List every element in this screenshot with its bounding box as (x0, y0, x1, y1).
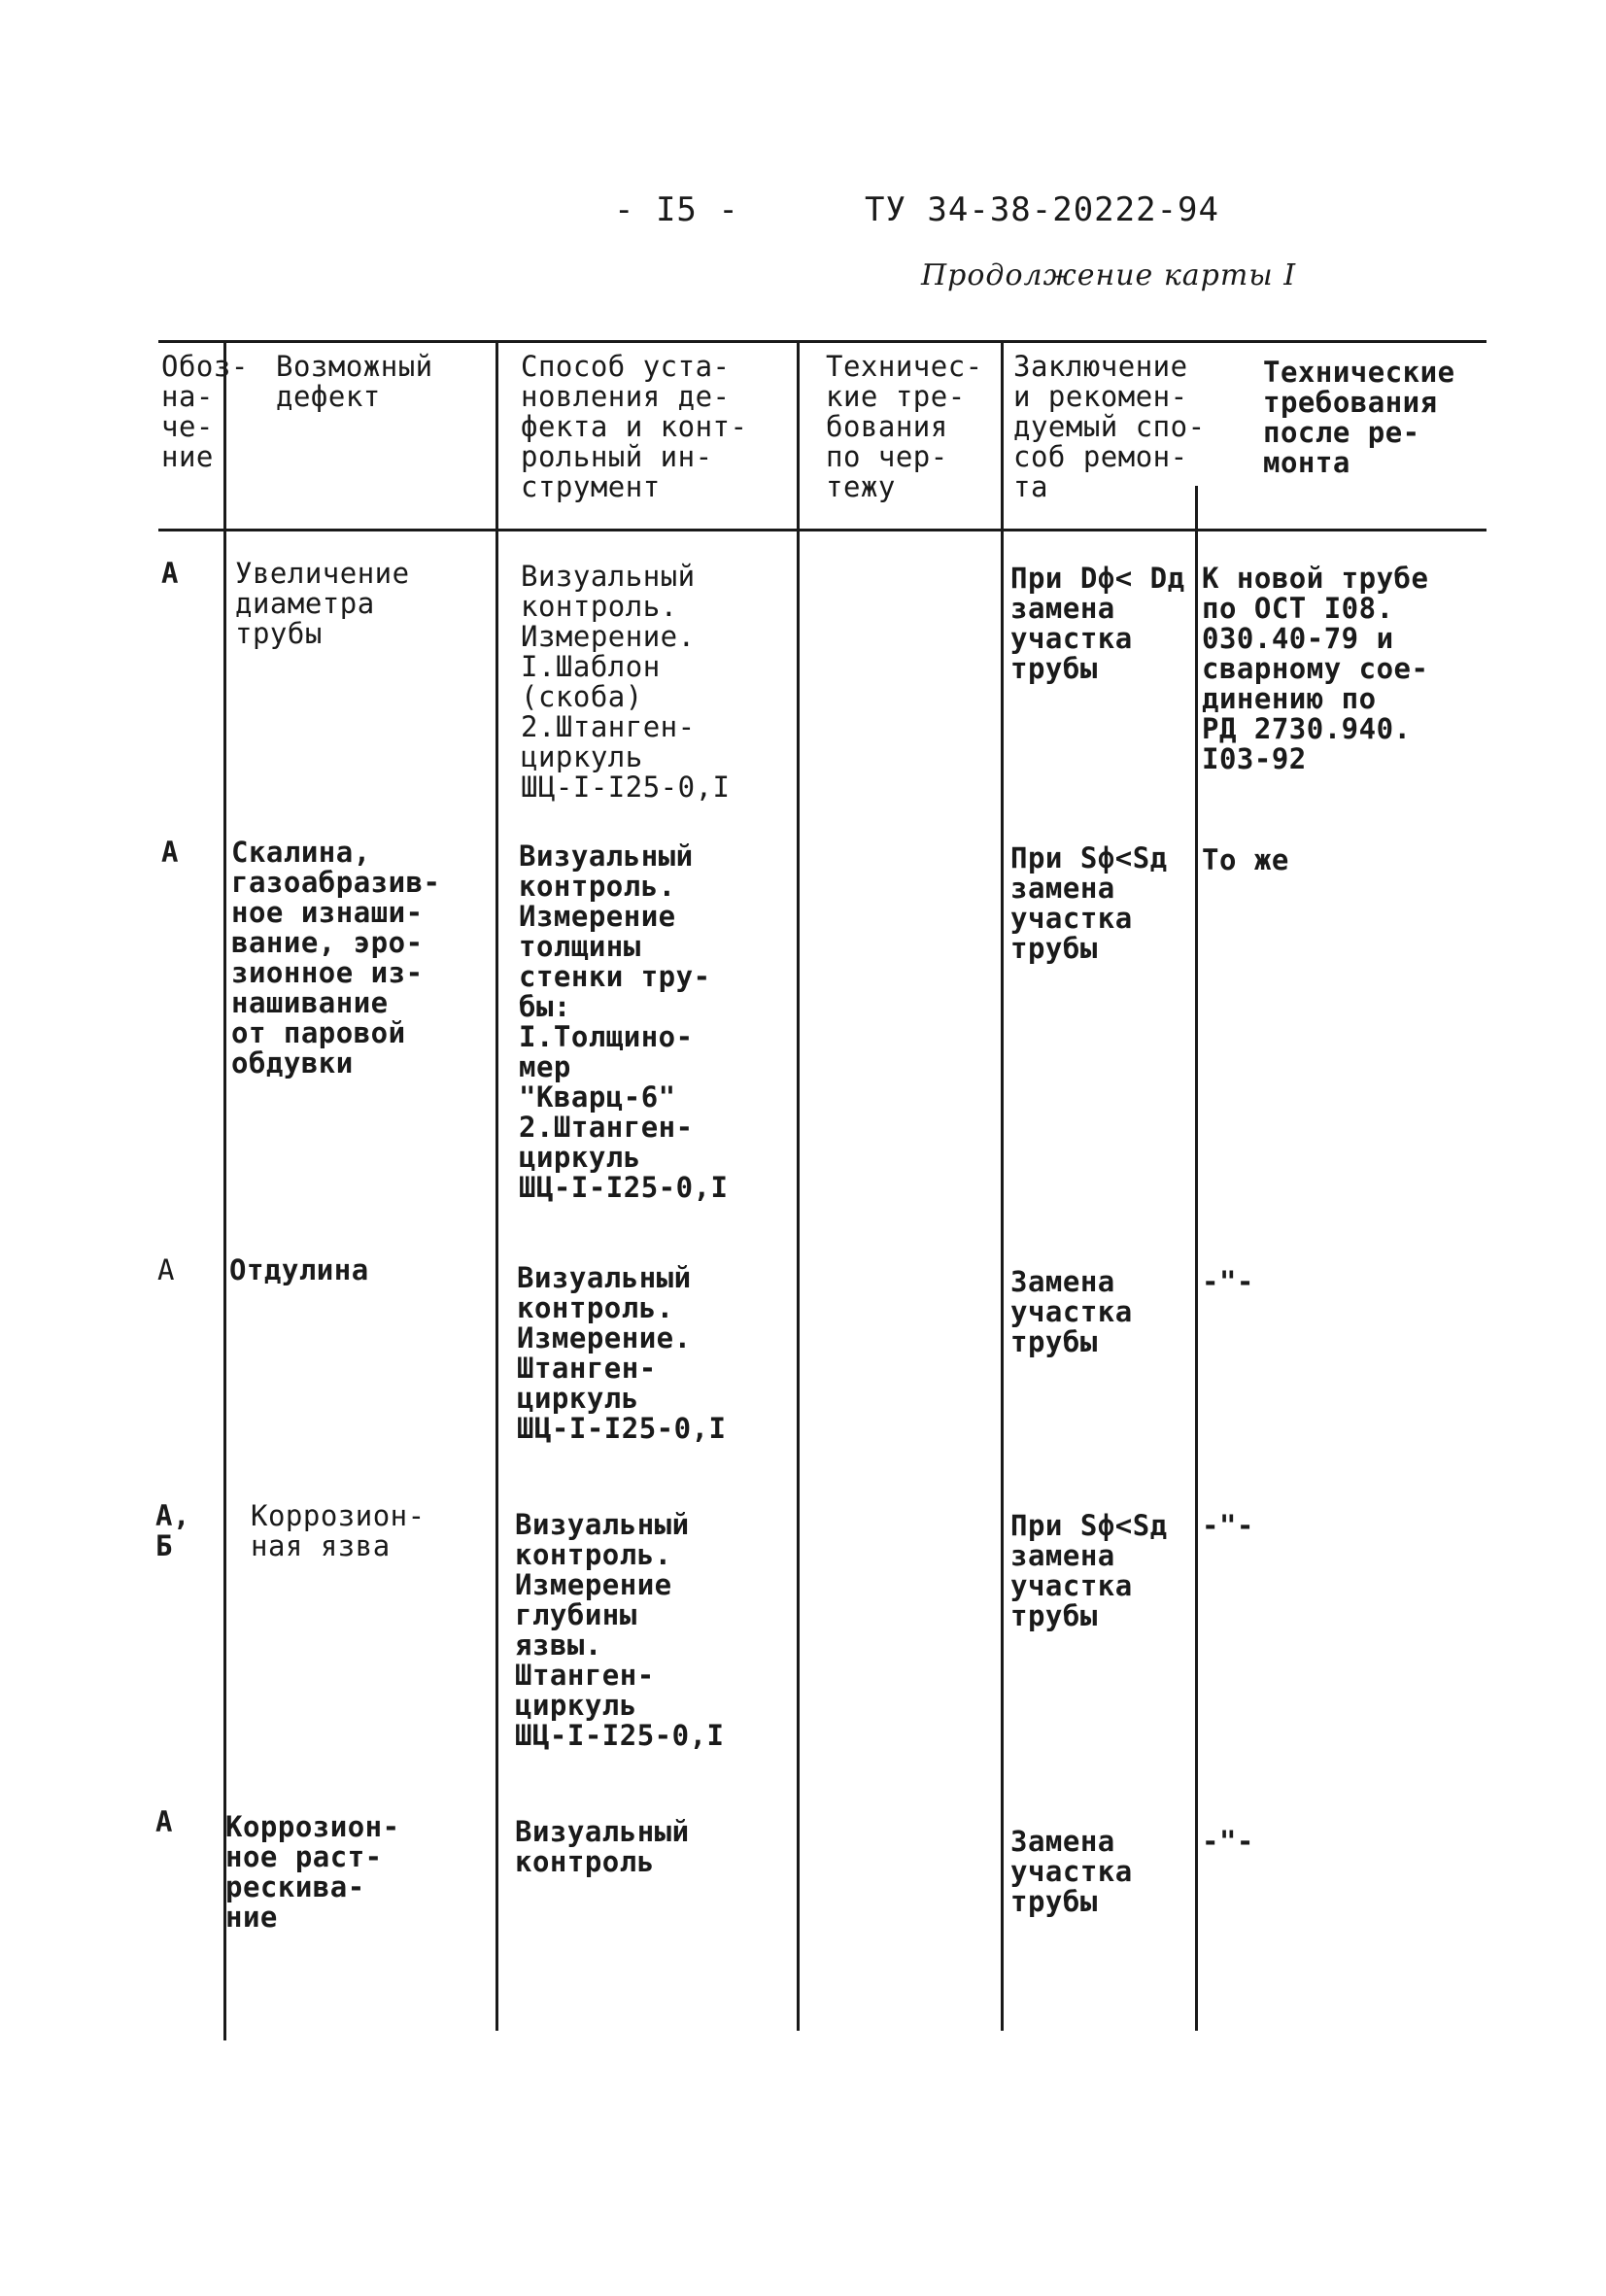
continuation-caption: Продолжение карты I (921, 258, 1297, 292)
row-method: Визуальный контроль (515, 1815, 690, 1878)
row-designation: А (157, 1253, 175, 1286)
row-designation: А, Б (155, 1499, 190, 1562)
column-divider (223, 340, 226, 2040)
row-method: Визуальный контроль. Измерение. Штанген- циркуль ШЦ-I-I25-0,I (517, 1261, 727, 1445)
row-method: Визуальный контроль. Измерение глубины язвы. Штанген- циркуль ШЦ-I-I25-0,I (515, 1508, 725, 1752)
column-header-after-repair: Технические требования после ре- монта (1263, 356, 1455, 479)
column-divider (1195, 486, 1198, 2031)
table-header-rule (158, 529, 1486, 531)
row-conclusion: Замена участка трубы (1010, 1265, 1133, 1358)
row-designation: А (161, 557, 179, 590)
column-header-method: Способ уста- новления де- фекта и конт- рольный ин- струмент (521, 350, 748, 503)
row-after-repair: -"- (1202, 1265, 1254, 1298)
row-conclusion: При Sф<Sд замена участка трубы (1010, 841, 1168, 965)
row-designation: А (161, 836, 179, 869)
document-code: ТУ 34-38-20222-94 (865, 190, 1219, 229)
row-after-repair: К новой трубе по ОСТ I08. 030.40-79 и сварному сое- динению по РД 2730.940. I03-92 (1202, 562, 1429, 775)
row-after-repair: То же (1202, 843, 1289, 876)
row-defect: Коррозион- ное раст- рескива- ние (225, 1810, 400, 1934)
column-header-designation: Обоз- на- че- ние (161, 350, 249, 473)
column-divider (1001, 340, 1004, 2031)
row-conclusion: При Dф< Dд замена участка трубы (1010, 562, 1185, 685)
row-after-repair: -"- (1202, 1509, 1254, 1542)
row-defect: Отдулина (229, 1253, 369, 1286)
row-conclusion: Замена участка трубы (1010, 1825, 1133, 1918)
page-number: - I5 - (614, 190, 739, 229)
column-header-drawing-requirements: Техничес- кие тре- бования по чер- тежу (826, 350, 983, 503)
column-header-conclusion: Заключение и рекомен- дуемый спо- соб ремон- та (1013, 350, 1206, 503)
row-defect: Скалина, газоабразив- ное изнаши- вание, эро- зионное из- нашивание от паровой обдувки (231, 836, 441, 1079)
row-defect: Увеличение диаметра трубы (235, 557, 410, 650)
column-header-defect: Возможный дефект (276, 350, 433, 413)
row-conclusion: При Sф<Sд замена участка трубы (1010, 1509, 1168, 1632)
row-method: Визуальный контроль. Измерение. I.Шаблон (скоба) 2.Штанген- циркуль ШЦ-I-I25-0,I (521, 560, 731, 804)
column-divider (495, 340, 498, 2031)
row-after-repair: -"- (1202, 1825, 1254, 1858)
row-method: Визуальный контроль. Измерение толщины стенки тру- бы: I.Толщино- мер "Кварц-6" 2.Штанген- циркуль ШЦ-I-I25-0,I (519, 840, 729, 1204)
row-designation: А (155, 1805, 173, 1838)
table-top-rule (158, 340, 1486, 343)
row-defect: Коррозион- ная язва (251, 1499, 426, 1562)
column-divider (797, 340, 800, 2031)
